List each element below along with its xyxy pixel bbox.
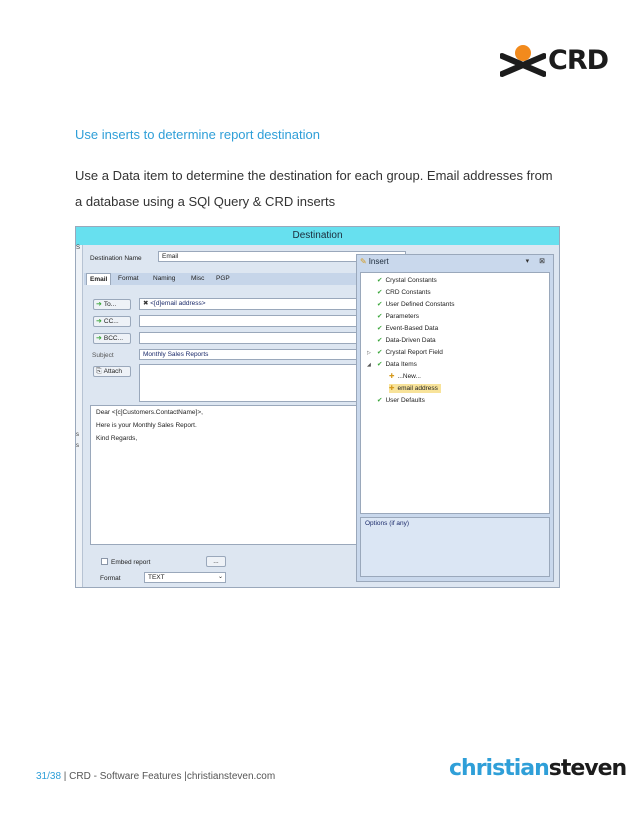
tree-item-label: Event-Based Data (385, 325, 439, 332)
logo-text: CRD (548, 45, 609, 76)
tab-bar (84, 273, 356, 285)
footer (36, 771, 275, 782)
left-strip (76, 245, 83, 587)
message-body[interactable] (90, 405, 358, 545)
tree-item[interactable] (377, 324, 438, 333)
tree-item-label: Crystal Report Field (385, 349, 443, 356)
arrow-right-icon: ➜ (96, 301, 102, 308)
bcc-input[interactable] (139, 332, 357, 344)
tree-item-label: ...New... (397, 373, 421, 380)
tree-item[interactable] (377, 300, 454, 309)
attach-button-label: Attach (103, 368, 123, 375)
arrow-right-icon: ➜ (96, 318, 102, 325)
leaf-icon: ✔ (377, 361, 383, 368)
brand-part2: steven (548, 756, 627, 781)
embed-options-button[interactable]: ... (206, 556, 226, 567)
new-item-icon: ✚ (389, 373, 395, 380)
tree-item[interactable] (377, 276, 437, 285)
message-line: Here is your Monthly Sales Report. (96, 422, 197, 429)
tree-item-label: User Defaults (385, 397, 425, 404)
paperclip-icon: ⎘ (96, 368, 102, 375)
tree-item[interactable] (377, 288, 431, 297)
leaf-icon: ✔ (377, 313, 383, 320)
leaf-icon: ✔ (377, 337, 383, 344)
embed-report-label: Embed report (111, 559, 151, 566)
message-line: Dear <[c]Customers.ContactName]>, (96, 409, 203, 416)
tree-item-label: Data Items (385, 361, 417, 368)
remove-icon: ✖ (143, 300, 151, 307)
tree-item-label: Crystal Constants (385, 277, 437, 284)
attachments-box[interactable] (139, 364, 357, 402)
leaf-icon: ✔ (377, 277, 383, 284)
crd-logo (500, 44, 609, 78)
insert-icon: ✎ (360, 257, 367, 266)
bcc-button-label: BCC... (103, 335, 124, 342)
cc-input[interactable] (139, 315, 357, 327)
page-number: 31/38 (36, 771, 62, 782)
destination-screenshot (75, 226, 560, 588)
embed-report-checkbox[interactable] (101, 558, 108, 565)
tab-format[interactable]: Format (118, 275, 139, 282)
format-label: Format (100, 575, 121, 582)
leaf-icon: ✔ (377, 325, 383, 332)
tree-item[interactable] (377, 312, 419, 321)
tree-item[interactable] (377, 336, 436, 345)
strip-char: s (76, 432, 79, 438)
tab-email[interactable]: Email (86, 273, 111, 285)
cc-button-label: CC... (103, 318, 119, 325)
leaf-icon: ✔ (377, 349, 383, 356)
to-button-label: To... (103, 301, 117, 308)
insert-panel-header (357, 255, 553, 269)
tab-naming[interactable]: Naming (153, 275, 176, 282)
strip-char: s (76, 443, 79, 449)
destination-name-input[interactable]: Email (158, 251, 406, 262)
bcc-button[interactable] (93, 333, 131, 344)
subject-input[interactable]: Monthly Sales Reports (139, 349, 357, 360)
format-select[interactable] (144, 572, 226, 583)
to-input[interactable] (139, 298, 357, 310)
tree-item[interactable] (389, 372, 421, 381)
tab-misc[interactable]: Misc (191, 275, 205, 282)
leaf-icon: ✔ (377, 289, 383, 296)
tree-item-label: Parameters (385, 313, 420, 320)
strip-char: S (76, 245, 81, 251)
panel-controls[interactable]: ▾ ⊠ (525, 258, 549, 265)
options-label: Options (if any) (365, 520, 410, 527)
leaf-icon: ✔ (377, 301, 383, 308)
arrow-right-icon: ➜ (96, 335, 102, 342)
tree-item[interactable] (377, 396, 425, 405)
tree-item-label: CRD Constants (385, 289, 431, 296)
window-title: Destination (76, 227, 559, 245)
footer-text: | CRD - Software Features |christiansteven.com (61, 771, 276, 782)
cc-button[interactable] (93, 316, 131, 327)
insert-panel-title: Insert (368, 257, 389, 266)
collapse-icon[interactable]: ◢ (367, 362, 371, 368)
subject-label: Subject (92, 352, 114, 359)
tree-item[interactable] (377, 348, 443, 357)
tree-item-label: email address (397, 385, 438, 392)
tree-item[interactable] (377, 360, 417, 369)
tree-item-label: User Defined Constants (385, 301, 455, 308)
format-select-value: TEXT (148, 574, 165, 581)
to-button[interactable] (93, 299, 131, 310)
tree-item-selected[interactable] (389, 384, 441, 393)
tab-pgp[interactable]: PGP (216, 275, 230, 282)
message-line: Kind Regards, (96, 435, 138, 442)
section-heading: Use inserts to determine report destination (75, 127, 320, 142)
expand-icon[interactable]: ▷ (367, 350, 371, 356)
brand-logo (449, 755, 626, 783)
destination-name-label: Destination Name (90, 255, 142, 262)
body-paragraph: Use a Data item to determine the destination for each group. Email addresses from a database using a SQl Query & CRD inserts (75, 168, 553, 209)
attach-button[interactable] (93, 366, 131, 377)
chevron-down-icon: ⌄ (217, 574, 223, 580)
data-item-icon: ✚ (389, 385, 395, 392)
brand-part1: christian (449, 756, 549, 781)
crd-logo-icon (500, 44, 546, 78)
options-box[interactable] (360, 517, 550, 577)
tree-item-label: Data-Driven Data (385, 337, 436, 344)
leaf-icon: ✔ (377, 397, 383, 404)
to-input-value: <[d]email address> (150, 300, 206, 307)
insert-panel (356, 254, 554, 582)
insert-tree[interactable] (360, 272, 550, 514)
